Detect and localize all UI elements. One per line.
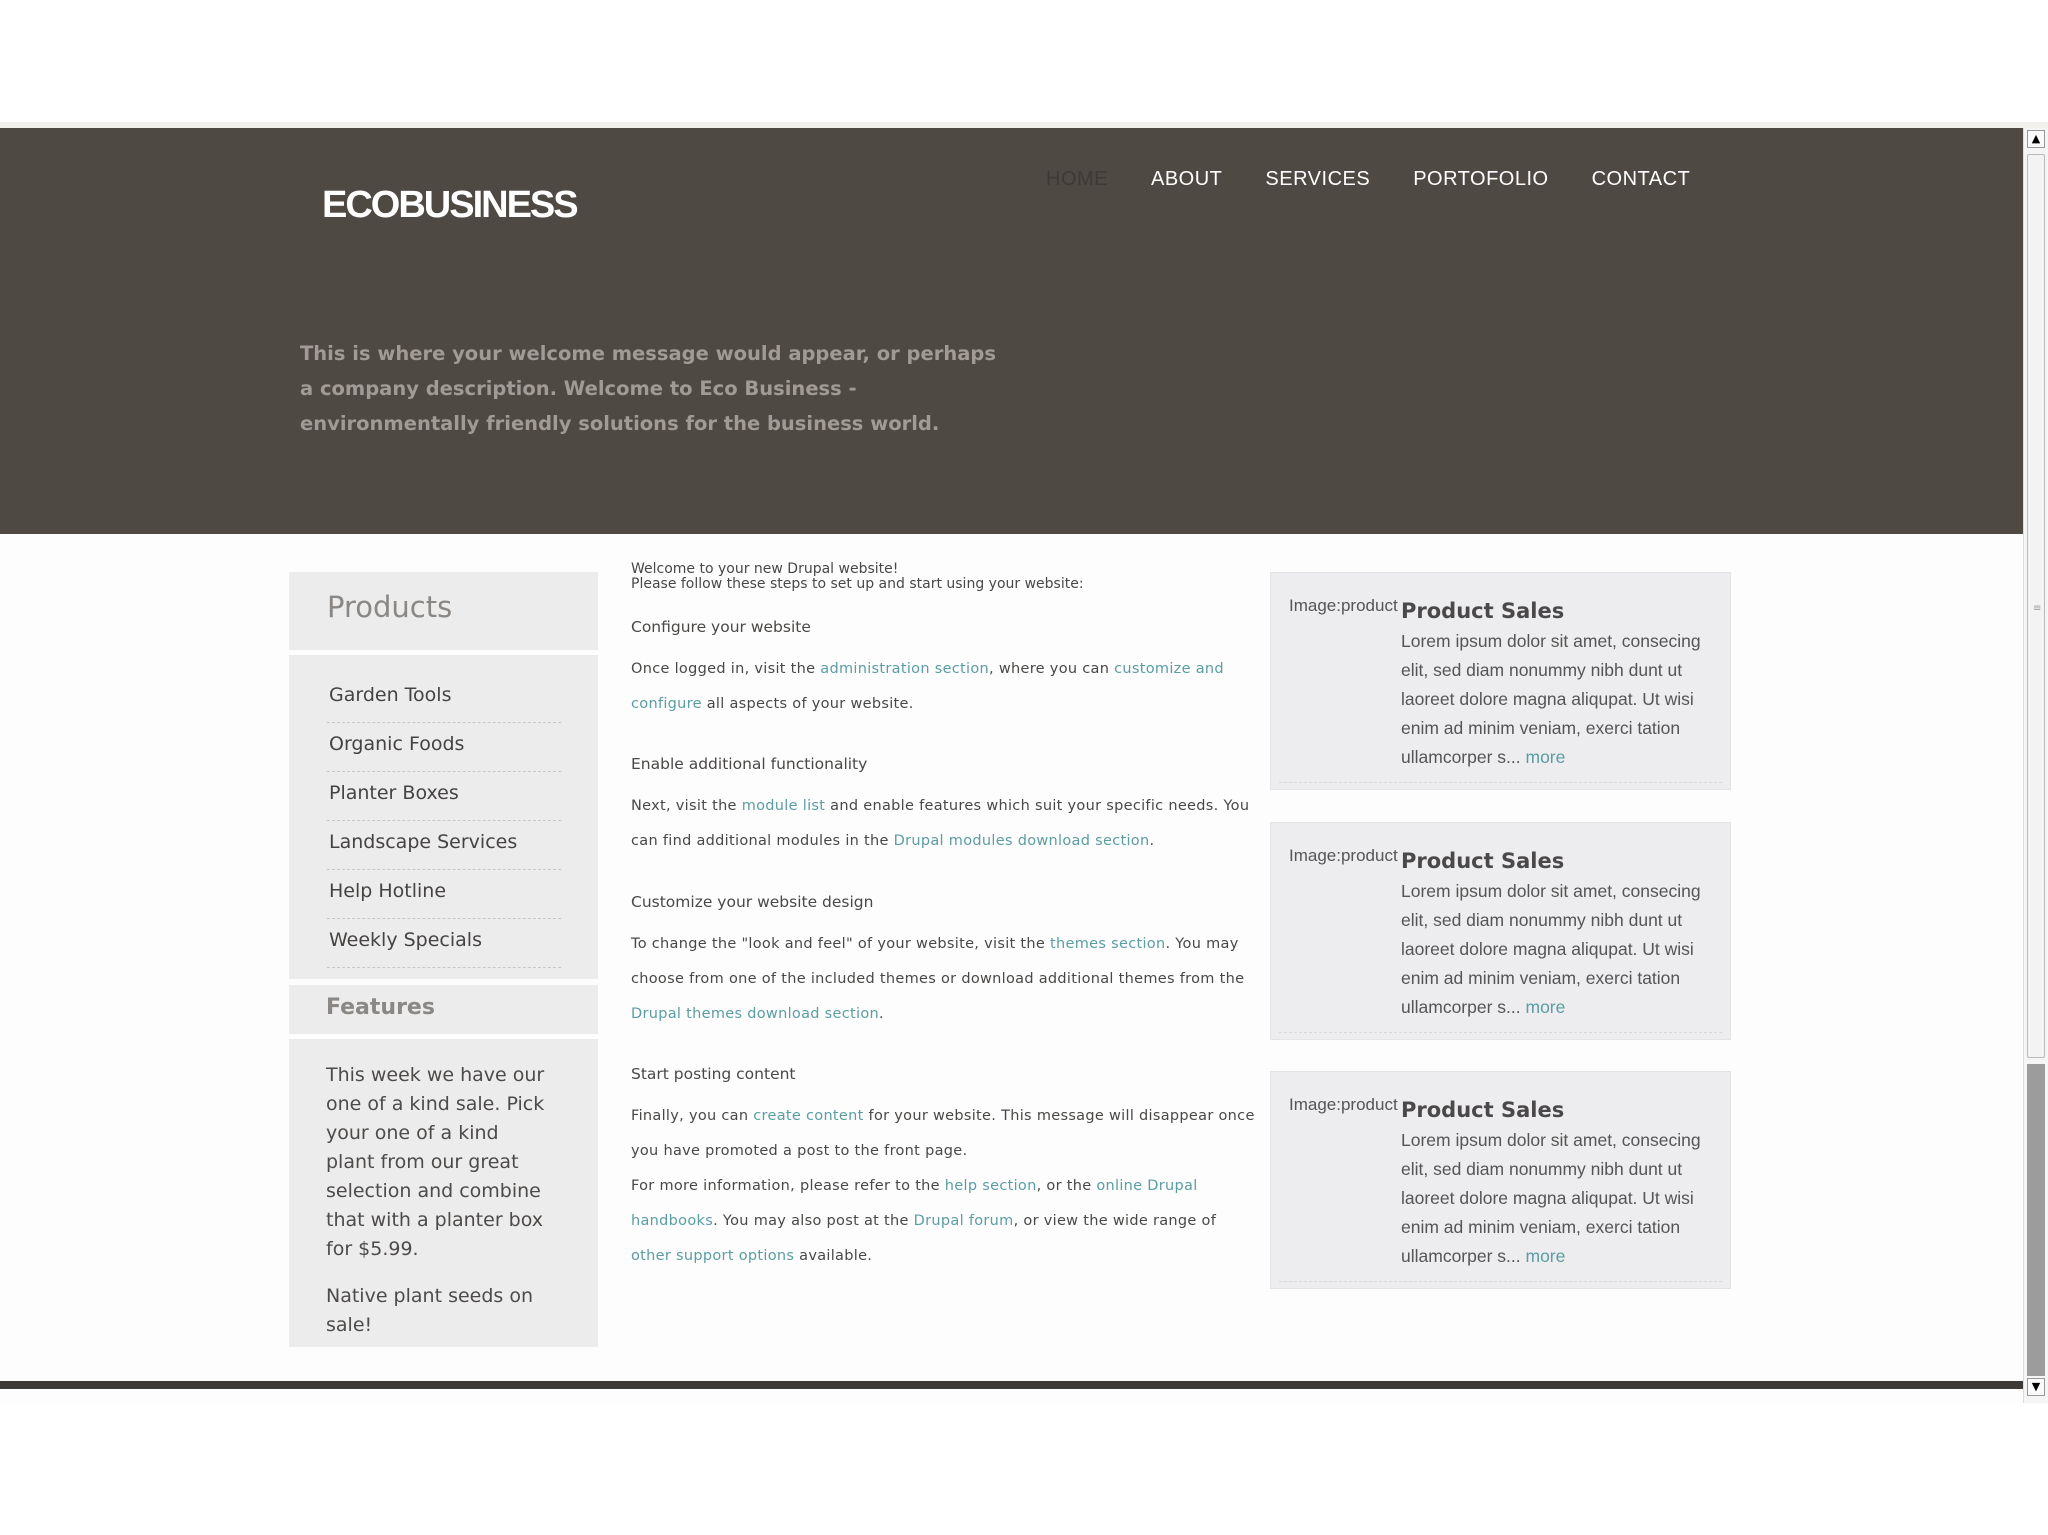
- text: all aspects of your website.: [701, 696, 914, 712]
- text: . You may choose from one of the included themes or download additional themes from the: [631, 936, 1245, 987]
- features-header: [289, 985, 598, 1034]
- card-title: Product Sales: [1401, 849, 1565, 873]
- card-text: [1401, 1126, 1711, 1271]
- product-link-planter-boxes[interactable]: Planter Boxes: [327, 773, 561, 821]
- section-text: [631, 927, 1256, 1032]
- scroll-track[interactable]: [2027, 1064, 2045, 1376]
- text: for your website. This message will disappear once you have promoted a post to the front page.: [631, 1108, 1255, 1159]
- card-body: Lorem ipsum dolor sit amet, consecing elit, sed diam nonummy nibh dunt ut laoreet dolore magna aliqupat. Ut wisi enim ad minim veniam, exerci tation ullamcorper s...: [1401, 881, 1701, 1017]
- text: , or the: [1036, 1178, 1097, 1194]
- main-content: [631, 561, 1255, 1264]
- section-heading: Enable additional functionality: [631, 755, 868, 773]
- nav-services[interactable]: SERVICES: [1265, 168, 1371, 190]
- products-title: Products: [327, 590, 453, 624]
- intro-line: Welcome to your new Drupal website!: [631, 561, 899, 577]
- card-body: Lorem ipsum dolor sit amet, consecing elit, sed diam nonummy nibh dunt ut laoreet dolore magna aliqupat. Ut wisi enim ad minim veniam, exerci tation ullamcorper s...: [1401, 1130, 1701, 1266]
- card-title: Product Sales: [1401, 599, 1565, 623]
- features-title: Features: [326, 995, 435, 1020]
- customize-configure-link[interactable]: customize and configure: [631, 661, 1224, 712]
- intro-text: [631, 562, 1251, 592]
- help-section-link[interactable]: help section: [944, 1178, 1037, 1194]
- welcome-message: This is where your welcome message would appear, or perhaps a company description. Welcome to Eco Business - environmentally friendly solutions for the business world.: [300, 342, 996, 435]
- site-logo[interactable]: ECOBUSINESS: [322, 184, 577, 226]
- section-text: [631, 652, 1256, 722]
- more-link[interactable]: more: [1525, 997, 1566, 1017]
- left-sidebar: [289, 572, 598, 1347]
- products-header: [289, 572, 598, 650]
- card-title: Product Sales: [1401, 1098, 1565, 1122]
- products-list: [289, 655, 598, 979]
- text: and enable features which suit your specific needs. You can find additional modules in the: [631, 798, 1250, 849]
- section-heading: Configure your website: [631, 618, 811, 636]
- browser-window: [0, 122, 2048, 1403]
- site-header: [0, 128, 2023, 534]
- product-link-organic-foods[interactable]: Organic Foods: [327, 724, 561, 772]
- nav-contact[interactable]: CONTACT: [1591, 168, 1691, 190]
- drupal-forum-link[interactable]: Drupal forum: [913, 1213, 1014, 1229]
- section-text: [631, 789, 1256, 859]
- support-options-link[interactable]: other support options: [631, 1248, 795, 1264]
- nav-about[interactable]: ABOUT: [1151, 168, 1223, 190]
- features-body: [289, 1039, 598, 1347]
- text: .: [1149, 833, 1155, 849]
- product-image: Image:product: [1289, 1095, 1398, 1114]
- product-image: Image:product: [1289, 846, 1398, 865]
- administration-link[interactable]: administration section: [820, 661, 990, 677]
- nav-home[interactable]: HOME: [1046, 168, 1108, 190]
- card-text: [1401, 877, 1711, 1022]
- more-link[interactable]: more: [1525, 747, 1566, 767]
- features-paragraph: Native plant seeds on sale!: [326, 1285, 534, 1336]
- modules-download-link[interactable]: Drupal modules download section: [893, 833, 1150, 849]
- card-divider: [1279, 782, 1722, 783]
- footer-bar: [0, 1381, 2023, 1389]
- page-viewport: [0, 128, 2023, 1403]
- product-card: [1270, 822, 1731, 1040]
- text: .: [879, 1006, 884, 1022]
- text: Next, visit the: [631, 798, 742, 814]
- card-text: [1401, 627, 1711, 772]
- text: . You may also post at the: [713, 1213, 914, 1229]
- module-list-link[interactable]: module list: [741, 798, 826, 814]
- text: Finally, you can: [631, 1108, 754, 1124]
- create-content-link[interactable]: create content: [753, 1108, 864, 1124]
- card-divider: [1279, 1281, 1722, 1282]
- themes-download-link[interactable]: Drupal themes download section: [631, 1006, 879, 1022]
- main-nav: [1046, 168, 1733, 191]
- scroll-down-icon[interactable]: ▼: [2027, 1378, 2045, 1396]
- features-paragraph: This week we have our one of a kind sale. Pick your one of a kind plant from our great selection and combine that with a planter box for $5.99.: [326, 1064, 545, 1260]
- themes-section-link[interactable]: themes section: [1050, 936, 1166, 952]
- section-text: [631, 1099, 1256, 1274]
- scroll-thumb[interactable]: [2027, 154, 2045, 1058]
- product-link-landscape-services[interactable]: Landscape Services: [327, 822, 561, 870]
- text: , or view the wide range of: [1013, 1213, 1217, 1229]
- product-card: [1270, 572, 1731, 790]
- text: For more information, please refer to the: [631, 1178, 945, 1194]
- text: , where you can: [989, 661, 1115, 677]
- text: available.: [794, 1248, 873, 1264]
- text: To change the "look and feel" of your website, visit the: [631, 936, 1051, 952]
- section-heading: Customize your website design: [631, 893, 874, 911]
- intro-line: Please follow these steps to set up and start using your website:: [631, 576, 1084, 592]
- product-link-garden-tools[interactable]: Garden Tools: [327, 675, 561, 723]
- product-link-weekly-specials[interactable]: Weekly Specials: [327, 920, 561, 968]
- more-link[interactable]: more: [1525, 1246, 1566, 1266]
- grip-icon: ≡: [2033, 603, 2042, 614]
- card-divider: [1279, 1032, 1722, 1033]
- drupal-handbooks-link[interactable]: online Drupal handbooks: [631, 1178, 1198, 1229]
- nav-portofolio[interactable]: PORTOFOLIO: [1413, 168, 1549, 190]
- vertical-scrollbar[interactable]: [2023, 128, 2048, 1403]
- text: Once logged in, visit the: [631, 661, 821, 677]
- scroll-up-icon[interactable]: ▲: [2027, 130, 2045, 148]
- card-body: Lorem ipsum dolor sit amet, consecing elit, sed diam nonummy nibh dunt ut laoreet dolore magna aliqupat. Ut wisi enim ad minim veniam, exerci tation ullamcorper s...: [1401, 631, 1701, 767]
- product-image: Image:product: [1289, 596, 1398, 615]
- section-heading: Start posting content: [631, 1065, 796, 1083]
- product-link-help-hotline[interactable]: Help Hotline: [327, 871, 561, 919]
- product-card: [1270, 1071, 1731, 1289]
